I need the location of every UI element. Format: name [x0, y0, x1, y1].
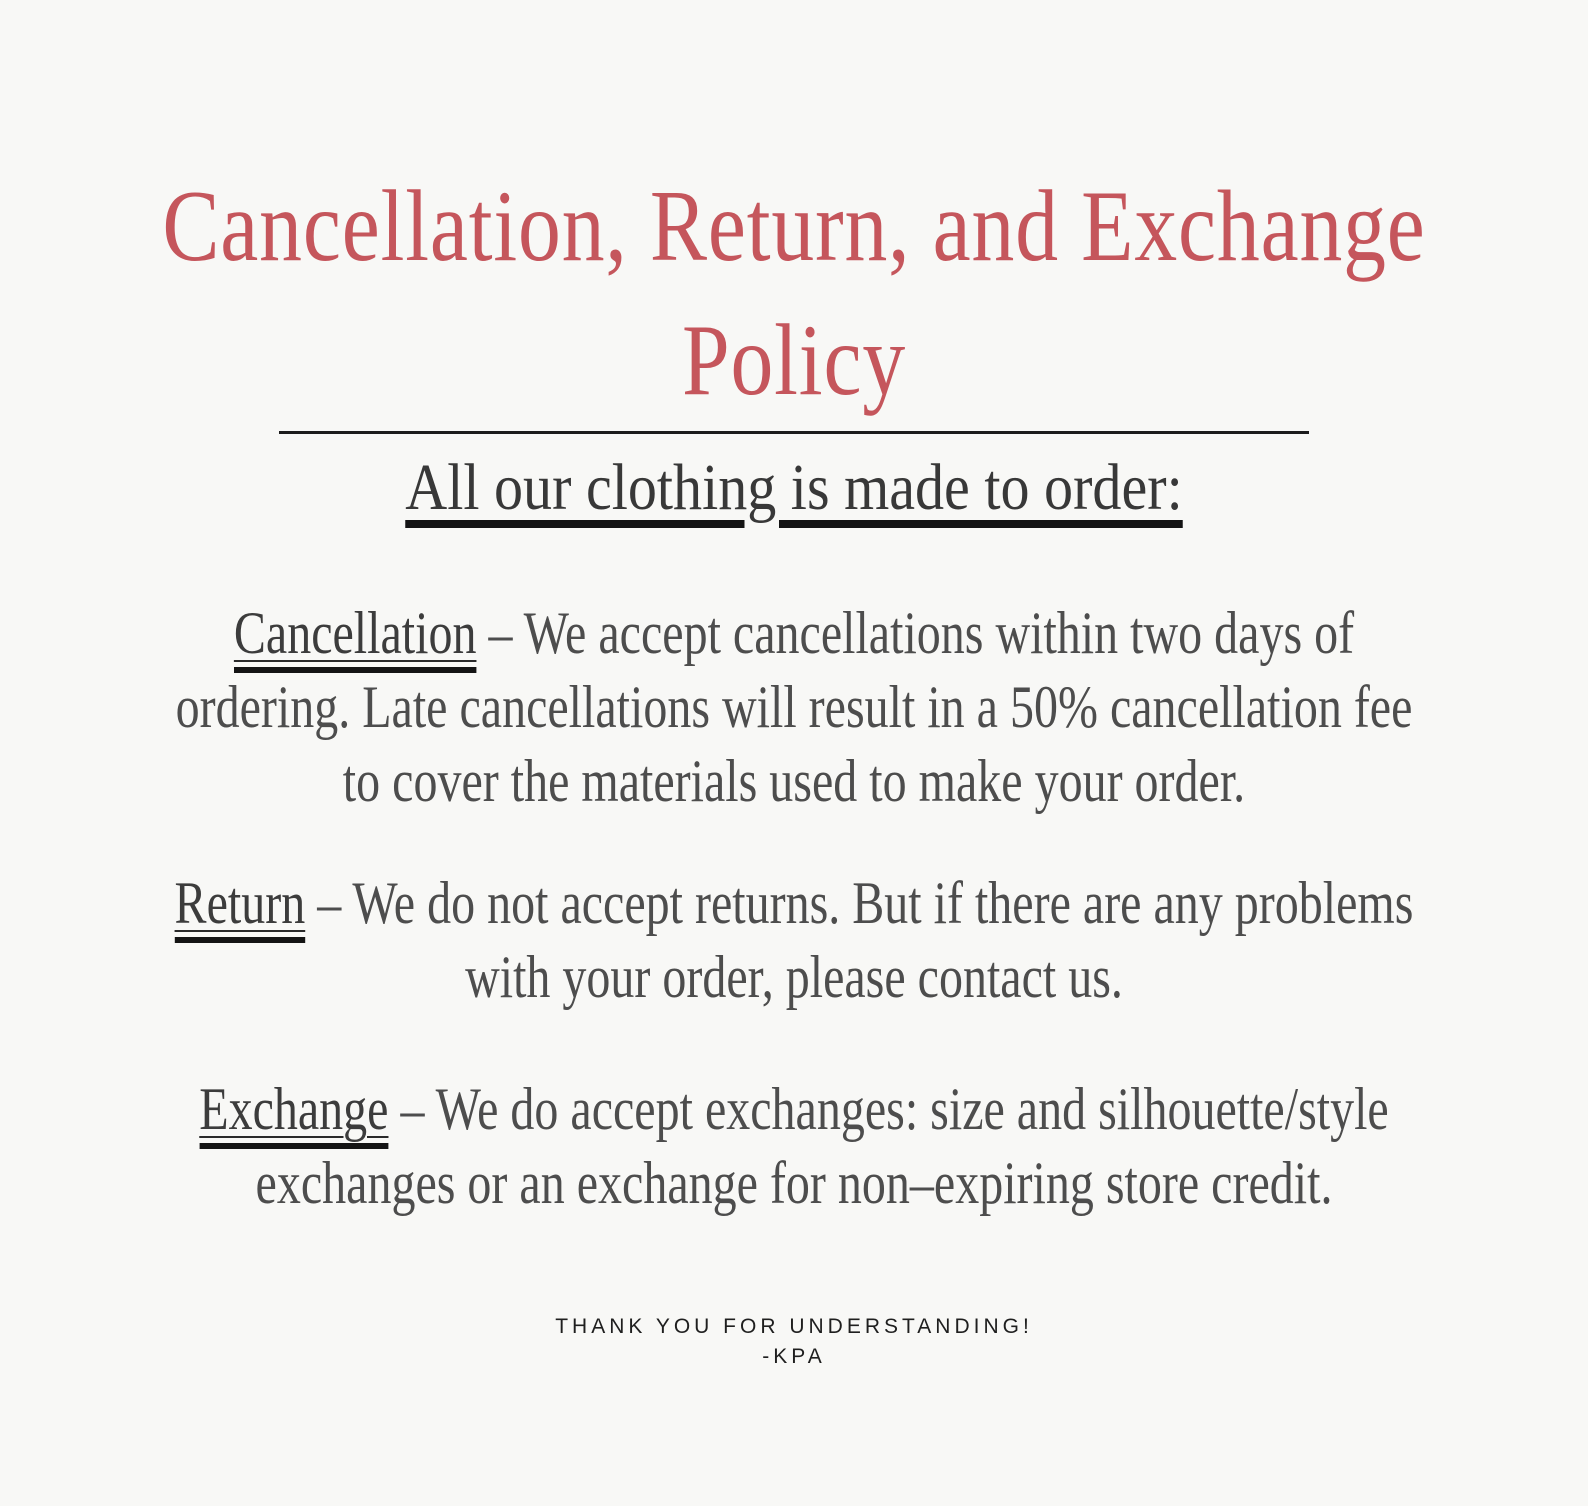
return-line1 [159, 866, 1429, 940]
subtitle-text: All our clothing is made to order: [405, 451, 1183, 524]
exchange-line2: exchanges or an exchange for non–expiring store credit. [255, 1150, 1333, 1216]
footer-signature: -KPA [762, 1345, 826, 1368]
cancellation-line2: ordering. Late cancellations will result in a 50% cancellation fee [175, 674, 1413, 740]
cancellation-line1 [159, 596, 1429, 670]
exchange-policy-paragraph [159, 1072, 1429, 1220]
page-title [127, 160, 1461, 428]
cancellation-lead-word: Cancellation [234, 600, 477, 673]
exchange-lead-word: Exchange [199, 1076, 388, 1149]
footer [0, 1312, 1588, 1372]
page-title-line1: Cancellation, Return, and Exchange [162, 170, 1426, 283]
return-line2: with your order, please contact us. [465, 944, 1123, 1010]
title-divider-rule [279, 431, 1309, 434]
cancellation-line1-rest: – We accept cancellations within two days of [476, 600, 1355, 666]
subtitle [95, 450, 1492, 526]
cancellation-line3: to cover the materials used to make your order. [342, 748, 1246, 814]
return-line1-rest: – We do not accept returns. But if there are any problems [305, 870, 1414, 936]
page-title-line2: Policy [681, 304, 907, 417]
exchange-line1 [159, 1072, 1429, 1146]
exchange-line1-rest: – We do accept exchanges: size and silhouette/style [388, 1076, 1389, 1142]
return-lead-word: Return [175, 870, 306, 943]
cancellation-policy-paragraph [159, 596, 1429, 818]
footer-thanks-text: THANK YOU FOR UNDERSTANDING! [555, 1315, 1033, 1338]
return-policy-paragraph [159, 866, 1429, 1014]
